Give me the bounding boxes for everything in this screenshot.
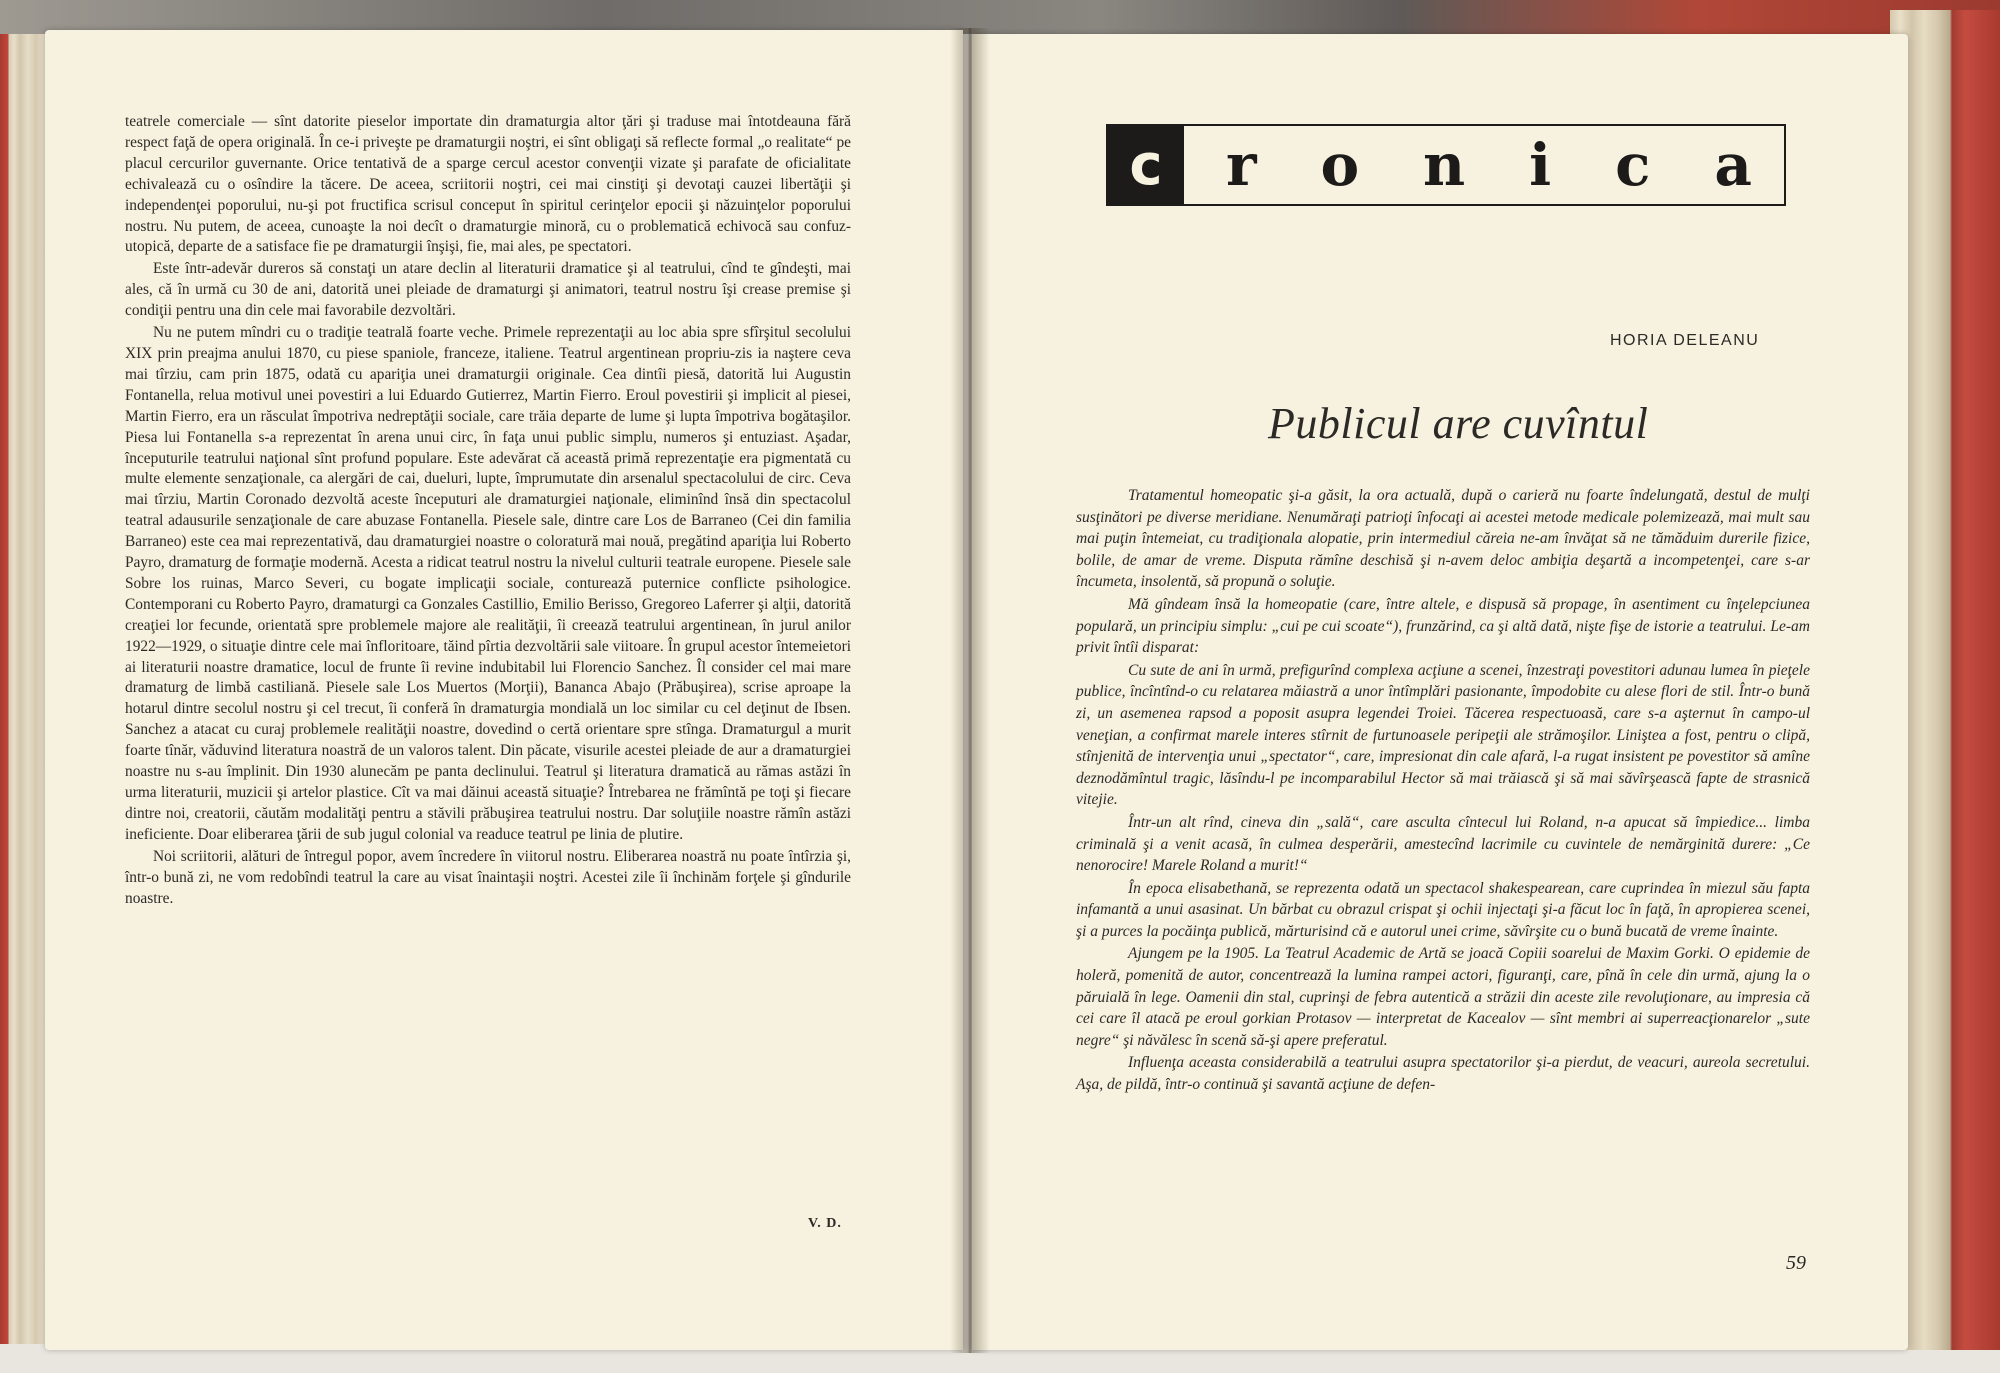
page-number: 59 xyxy=(1786,1252,1806,1274)
banner-first-letter: c xyxy=(1108,126,1184,204)
book-gutter xyxy=(950,28,990,1353)
left-page-text xyxy=(125,112,851,909)
banner-letter: i xyxy=(1529,131,1552,199)
banner-letters xyxy=(1184,131,1784,199)
right-paragraph: Cu sute de ani în urmă, prefigurînd complexa acţiune a scenei, înzestraţi povestitori adunau lumea în pieţele publice, încîntînd-o cu relatarea măiastră a unor întîmplări pasionante, împodobite cu alese flori de stil. Într-o bună zi, un asemenea rapsod a poposit asupra legendei Troiei. Tăcerea respectuoasă, care s-a aşternut în campo-ul veneţian, a confirmat marele interes stîrnit de furtunoasele peripeţii ale strămoşilor. Liniştea a fost, pentru o clipă, stînjenită de intervenţia unui „spectator“, care, impresionat din cale afară, l-a rugat insistent pe povestitor să amîne deznodămîntul tragic, lăsîndu-l pe incomparabilul Hector să mai trăiască şi să mai săvîrşească fapte de strasnică vitejie. xyxy=(1076,661,1810,809)
right-paragraph: Mă gîndeam însă la homeopatie (care, între altele, e dispusă să propage, în asentiment cu înţelepciunea populară, un principiu simplu: „cui pe cui scoate“), frunzărind, ca şi altă dată, nişte fişe de istorie a teatrului. Le-am privit întîi disparat: xyxy=(1076,595,1810,657)
article-signature: V. D. xyxy=(808,1216,842,1231)
background-top-strip xyxy=(0,0,2000,34)
right-page-text xyxy=(1076,485,1810,1096)
section-banner xyxy=(1106,124,1786,206)
banner-letter: n xyxy=(1423,131,1466,199)
left-paragraph: teatrele comerciale — sînt datorite pieselor importate din dramaturgia altor ţări şi traduse mai întotdeauna fără respect faţă de opera originală. În ce-i priveşte pe dramaturgii noştri, ei sînt obligaţi să reflecte formal „o realitate“ pe placul cercurilor guvernante. Orice tentativă de a sparge cercul acestor convenţii vizate şi parafate de oficialitate echivalează cu o osîndire la tăcere. De aceea, scriitorii noştri, cei mai cinstiţi şi devotaţi cauzei libertăţii şi independenţei poporului, nu-şi pot fructifica scrisul conceput în spiritul cerinţelor epocii şi năzuinţelor poporului nostru. Nu putem, de aceea, cunoaşte la noi decît o dramaturgie minoră, cu o problematică echivocă sau confuz-utopică, departe de a satisface fie pe dramaturgii înşişi, fie, mai ales, pe spectatori. xyxy=(125,113,851,256)
right-paragraph: În epoca elisabethană, se reprezenta odată un spectacol shakespearean, care cuprindea în miezul său fapta infamantă a unui asasinat. Un bărbat cu obrazul crispat şi ochii injectaţi şi-a făcut loc în faţă, în apropierea scenei, şi a purces la pocăinţa publică, mărturisind că e autorul unei crime, săvîrşite cu o bună bucată de vreme înainte. xyxy=(1076,879,1810,940)
banner-letter: o xyxy=(1320,131,1360,199)
left-paragraph: Nu ne putem mîndri cu o tradiţie teatrală foarte veche. Primele reprezentaţii au loc abia spre sfîrşitul secolului XIX prin preajma anului 1870, cu piese spaniole, franceze, italiene. Teatrul argentinean propriu-zis ia naştere ceva mai tîrziu, cam prin 1875, odată cu apariţia unei dramaturgii originale. Cea dintîi piesă, datorită lui Augustin Fontanella, relua motivul unei povestiri a lui Eduardo Gutierrez, Martin Fierro. Eroul povestirii şi implicit al piesei, Martin Fierro, era un răsculat împotriva nedreptăţii sociale, care trăia departe de lume şi lupta împotriva bogătaşilor. Piesa lui Fontanella s-a reprezentat în arena unui circ, în faţa unui public simplu, numeros şi entuziast. Aşadar, începuturile teatrului naţional sînt profund populare. Este adevărat că această primă reprezentaţie era pigmentată cu multe elemente senzaţionale, ca alergări de cai, dueluri, lupte, împrumutate din arsenalul spectacolului de circ. Ceva mai tîrziu, Martin Coronado dezvoltă aceste începuturi ale dramaturgiei naţionale, eliminînd însă din spectacolul teatral adausurile senzaţionale de care abuzase Fontanella. Piesele sale, dintre care Los de Barraneo (Cei din familia Barraneo) este cea mai reprezentativă, dau dramaturgiei noastre o coloratură mai nouă, pregătind apariţia lui Roberto Payro, dramaturg de formaţie modernă. Acesta a ridicat teatrul nostru la nivelul culturii teatrale europene. Piesele sale Sobre los ruinas, Marco Severi, cu bogate implicaţii sociale, conturează puternice conflicte psihologice. Contemporani cu Roberto Payro, dramaturgi ca Gonzales Castillio, Emilio Berisso, Gregoreo Laferrer şi alţii, datorită creaţiei lor fecunde, orientată spre problemele majore ale realităţii, îi creează teatrului argentinean, în jurul anilor 1922—1929, o situaţie dintre cele mai înfloritoare, tăind pîrtia dezvoltării sale viitoare. În grupul acestor întemeietori ai literaturii noastre dramatice, locul de frunte îi revine indubitabil lui Florencio Sanchez. Îl consider cel mai mare dramaturg de limbă castiliană. Piesele sale Los Muertos (Morţii), Bananca Abajo (Prăbuşirea), scrise aproape la hotarul dintre secolul nostru şi cel trecut, îi conferă în dramaturgia mondială un loc similar cu cel deţinut de Ibsen. Sanchez a atacat cu curaj problemele realităţii noastre, dovedind o certă orientare spre stînga. Dramaturgul a murit foarte tînăr, văduvind literatura noastră de un valoros talent. Din păcate, visurile acestei pleiade de aur a dramaturgiei noastre nu s-au împlinit. Din 1930 alunecăm pe panta declinului. Teatrul şi literatura dramatică au rămas astăzi în urma literaturii, muzicii şi artelor plastice. Cît va mai dăinui această situaţie? Întrebarea ne frămîntă pe toţi şi fiecare dintre noi, creatorii, căutăm modalităţi pentru a stăvili prăbuşirea teatrului nostru. Dar soluţiile noastre rămîn astăzi ineficiente. Doar eliberarea ţării de sub jugul colonial va readuce teatrul pe linia de plutire. xyxy=(125,324,851,843)
banner-letter: r xyxy=(1225,131,1257,199)
right-paragraph: Tratamentul homeopatic şi-a găsit, la ora actuală, după o carieră nu foarte îndelungată, destul de mulţi susţinători pe diverse meridiane. Nenumăraţi patrioţi înfocaţi ai acestei metode medicale polemizează, mai mult sau mai puţin întemeiat, cu tradiţionala alopatie, prin intermediul căreia ne-am învăţat să ne tămăduim durerile fizice, bolile, de amar de vreme. Disputa rămîne deschisă şi n-avem deloc ambiţia deşartă a incompetenţei, care s-ar încumeta, insolentă, să propună o soluţie. xyxy=(1076,487,1810,591)
right-paragraph: Într-un alt rînd, cineva din „sală“, care asculta cîntecul lui Roland, n-a apucat să împiedice... limba criminală şi a venit acasă, în culmea desperării, amestecînd lacrimile cu cuvintele de nemărginită durere: „Ce nenorocire! Marele Roland a murit!“ xyxy=(1076,813,1810,875)
article-author: HORIA DELEANU xyxy=(1610,332,1760,349)
banner-letter: a xyxy=(1714,131,1752,199)
right-paragraph: Influenţa aceasta considerabilă a teatrului asupra spectatorilor şi-a pierdut, de veacuri, aureola secretului. Aşa, de pildă, într-o continuă şi savantă acţiune de defen- xyxy=(1076,1054,1810,1094)
left-paragraph: Este într-adevăr dureros să constaţi un atare declin al literaturii dramatice şi al teatrului, cînd te gîndeşti, mai ales, că în urmă cu 30 de ani, datorită unei pleiade de dramaturgi şi animatori, teatrul nostru îşi crease premise şi condiţii pentru una din cele mai favorabile dezvoltări. xyxy=(125,260,851,320)
left-paragraph: Noi scriitorii, alături de întregul popor, avem încredere în viitorul nostru. Eliberarea noastră nu poate întîrzia şi, într-o bună zi, ne vom redobîndi teatrul la care au visat înaintaşii noştri. Acestei zile îi închinăm forţele şi gîndurile noastre. xyxy=(125,847,851,907)
article-title: Publicul are cuvîntul xyxy=(1268,399,1649,448)
right-paragraph: Ajungem pe la 1905. La Teatrul Academic de Artă se joacă Copiii soarelui de Maxim Gorki. O epidemie de holeră, pomenită de autor, concentrează la lumina rampei actori, figuranţi, care, pînă în cele din urmă, ajung la o păruială în lege. Oamenii din stal, cuprinşi de febra autentică a străzii din aceste zile revoluţionare, au impresia că cei care îl atacă pe eroul gorkian Protasov — interpretat de Kacealov — sînt membri ai superreacţionarelor „sute negre“ şi năvălesc în scenă să-şi apere preferatul. xyxy=(1076,945,1810,1049)
banner-letter: c xyxy=(1615,131,1651,199)
